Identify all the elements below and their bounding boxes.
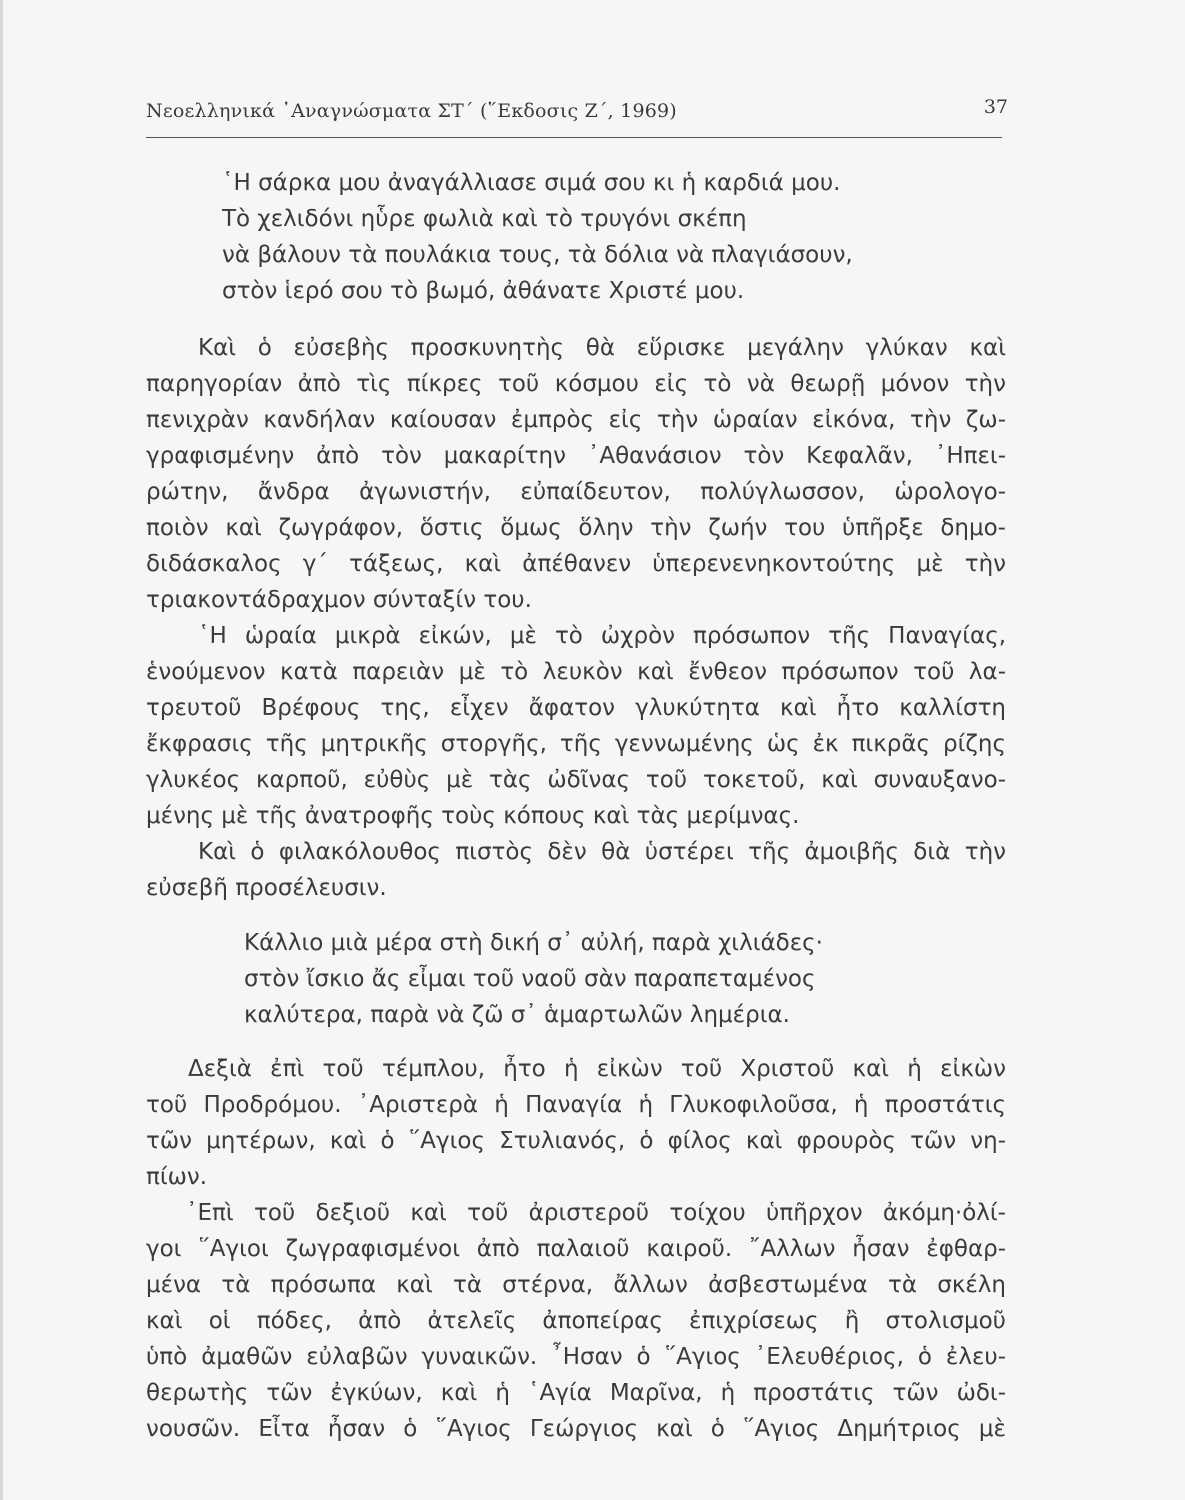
paragraph-line: ποιὸν καὶ ζωγράφον, ὅστις ὅμως ὅλην τὴν ζωήν του ὑπῆρξε δημο- [146, 515, 1006, 541]
paragraph-line: παρηγορίαν ἀπὸ τὶς πίκρες τοῦ κόσμου εἰς τὸ νὰ θεωρῇ μόνον τὴν [146, 371, 1006, 397]
paragraph-line: μένα τὰ πρόσωπα καὶ τὰ στέρνα, ἄλλων ἀσβεστωμένα τὰ σκέλη [146, 1272, 1006, 1298]
poem-line: καλύτερα, παρὰ νὰ ζῶ σ᾿ ἁμαρτωλῶν λημέρια. [244, 1002, 790, 1028]
paragraph-line: διδάσκαλος γ΄ τάξεως, καὶ ἀπέθανεν ὑπερενενηκοντούτης μὲ τὴν [146, 551, 1006, 577]
page-number: 37 [983, 96, 1008, 118]
paragraph-line: Καὶ ὁ εὐσεβὴς προσκυνητὴς θὰ εὕρισκε μεγάλην γλύκαν καὶ [198, 335, 1006, 361]
paragraph-line: Δεξιὰ ἐπὶ τοῦ τέμπλου, ἦτο ἡ εἰκὼν τοῦ Χριστοῦ καὶ ἡ εἰκὼν [188, 1056, 1006, 1082]
paragraph-line: ρώτην, ἄνδρα ἀγωνιστήν, εὐπαίδευτον, πολύγλωσσον, ὡρολογο- [146, 479, 1006, 505]
paragraph-line: καὶ οἱ πόδες, ἀπὸ ἀτελεῖς ἀποπείρας ἐπιχρίσεως ἢ στολισμοῦ [146, 1308, 1006, 1334]
paragraph-line: μένης μὲ τῆς ἀνατροφῆς τοὺς κόπους καὶ τὰς μερίμνας. [146, 803, 800, 829]
running-header [146, 96, 1008, 132]
poem-line: Τὸ χελιδόνι ηὗρε φωλιὰ καὶ τὸ τρυγόνι σκέπη [222, 206, 747, 232]
paragraph-line: ῾Η ὡραία μικρὰ εἰκών, μὲ τὸ ὠχρὸν πρόσωπον τῆς Παναγίας, [198, 623, 1006, 649]
poem-line: ῾Η σάρκα μου ἀναγάλλιασε σιμά σου κι ἡ καρδιά μου. [222, 170, 841, 196]
paragraph-line: ἔκφρασις τῆς μητρικῆς στοργῆς, τῆς γεννωμένης ὡς ἐκ πικρᾶς ρίζης [146, 731, 1006, 757]
poem-line: νὰ βάλουν τὰ πουλάκια τους, τὰ δόλια νὰ πλαγιάσουν, [222, 242, 853, 268]
poem-line: στὸν ἱερό σου τὸ βωμό, ἀθάνατε Χριστέ μου. [222, 278, 745, 304]
paragraph-line: τριακοντάδραχμον σύνταξίν του. [146, 587, 532, 613]
paragraph-line: θερωτὴς τῶν ἐγκύων, καὶ ἡ ῾Αγία Μαρῖνα, ἡ προστάτις τῶν ὠδι- [146, 1380, 1006, 1406]
paragraph-line: Καὶ ὁ φιλακόλουθος πιστὸς δὲν θὰ ὑστέρει τῆς ἀμοιβῆς διὰ τὴν [198, 839, 1006, 865]
paragraph-line: πίων. [146, 1164, 208, 1190]
paragraph-line: νουσῶν. Εἶτα ἦσαν ὁ ῞Αγιος Γεώργιος καὶ ὁ ῞Αγιος Δημήτριος μὲ [146, 1416, 1006, 1442]
paragraph-line: γλυκέος καρποῦ, εὐθὺς μὲ τὰς ὠδῖνας τοῦ τοκετοῦ, καὶ συναυξανο- [146, 767, 1006, 793]
paragraph-line: τρευτοῦ Βρέφους της, εἶχεν ἄφατον γλυκύτητα καὶ ἦτο καλλίστη [146, 695, 1006, 721]
paragraph-line: ἑνούμενον κατὰ παρειὰν μὲ τὸ λευκὸν καὶ ἔνθεον πρόσωπον τοῦ λα- [146, 659, 1006, 685]
poem-line: Κάλλιο μιὰ μέρα στὴ δική σ᾿ αὐλή, παρὰ χιλιάδες· [244, 930, 823, 956]
paragraph-line: πενιχρὰν κανδήλαν καίουσαν ἐμπρὸς εἰς τὴν ὡραίαν εἰκόνα, τὴν ζω- [146, 407, 1006, 433]
page-edge [0, 0, 3, 1500]
paragraph-line: τοῦ Προδρόμου. ᾿Αριστερὰ ἡ Παναγία ἡ Γλυκοφιλοῦσα, ἡ προστάτις [146, 1092, 1006, 1118]
header-rule [146, 137, 1002, 138]
poem-line: στὸν ἴσκιο ἄς εἶμαι τοῦ ναοῦ σὰν παραπεταμένος [244, 966, 816, 992]
paragraph-line: ὑπὸ ἀμαθῶν εὐλαβῶν γυναικῶν. ῏Ησαν ὁ ῞Αγιος ᾿Ελευθέριος, ὁ ἐλευ- [146, 1344, 1006, 1370]
paragraph-line: ᾿Επὶ τοῦ δεξιοῦ καὶ τοῦ ἀριστεροῦ τοίχου ὑπῆρχον ἀκόμη·ὀλί- [186, 1200, 1006, 1226]
paragraph-line: εὐσεβῆ προσέλευσιν. [146, 875, 387, 901]
paragraph-line: τῶν μητέρων, καὶ ὁ ῞Αγιος Στυλιανός, ὁ φίλος καὶ φρουρὸς τῶν νη- [146, 1128, 1006, 1154]
paragraph-line: γοι ῞Αγιοι ζωγραφισμένοι ἀπὸ παλαιοῦ καιροῦ. ῎Αλλων ἦσαν ἐφθαρ- [146, 1236, 1006, 1262]
header-title: Νεοελληνικά ᾿Αναγνώσματα ΣΤ΄ (῞Εκδοσις Ζ΄, 1969) [146, 100, 677, 122]
paragraph-line: γραφισμένην ἀπὸ τὸν μακαρίτην ᾿Αθανάσιον τὸν Κεφαλᾶν, ᾿Ηπει- [146, 443, 1006, 469]
